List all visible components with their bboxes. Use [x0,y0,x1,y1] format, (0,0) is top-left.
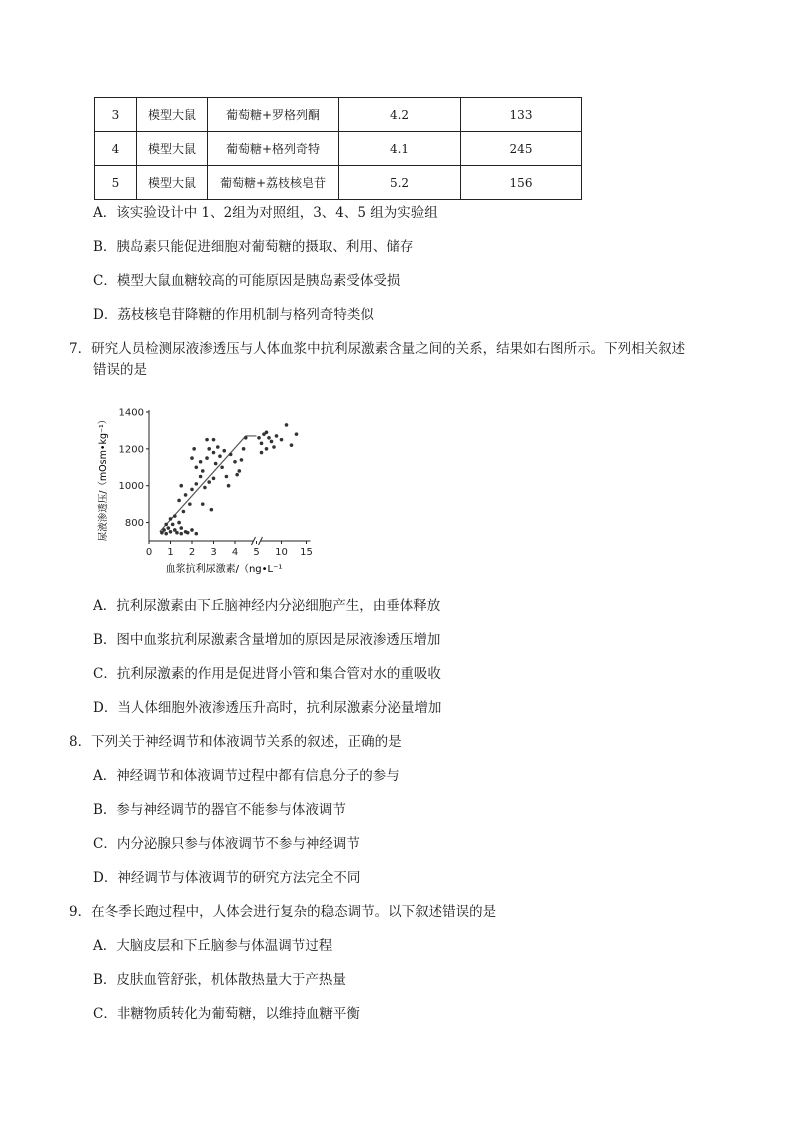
data-point [267,436,271,440]
data-point [233,460,237,464]
q8-option-a: A．神经调节和体液调节过程中都有信息分子的参与 [93,768,400,784]
data-point [164,523,168,527]
y-axis-label: 尿液渗透压/（mOsm•kg⁻¹） [98,414,109,542]
table-row [95,166,582,200]
y-tick-label: 1400 [118,407,144,419]
q9-option-c: C．非糖物质转化为葡萄糖，以维持血糖平衡 [93,1006,360,1022]
data-point [265,447,269,451]
data-point [225,475,229,479]
data-point [295,432,299,436]
data-point [270,440,274,444]
table-cell: 模型大鼠 [137,132,208,166]
data-point [285,423,289,427]
table-cell: 3 [95,98,137,132]
table-cell: 模型大鼠 [137,166,208,200]
x-tick-label: 3 [210,547,217,558]
x-tick-label: 5 [253,547,260,558]
data-point [260,442,264,446]
q6-option-c: C．模型大鼠血糖较高的可能原因是胰岛素受体受损 [93,273,401,289]
x-tick-label: 2 [188,547,196,558]
data-point [179,532,183,536]
data-point [240,458,244,462]
q6-option-b: B．胰岛素只能促进细胞对葡萄糖的摄取、利用、储存 [93,239,414,255]
data-point [164,532,168,536]
data-point [190,528,194,532]
data-point [257,436,261,440]
data-point [175,531,179,535]
q7-option-d: D．当人体细胞外液渗透压升高时，抗利尿激素分泌量增加 [93,700,442,716]
x-tick-label: 1 [167,547,174,558]
q9-option-b: B．皮肤血管舒张，机体散热量大于产热量 [93,972,346,988]
scatter-chart [92,400,322,580]
data-point [190,488,194,492]
q9-option-a: A．大脑皮层和下丘脑参与体温调节过程 [93,938,333,954]
data-point [260,451,264,455]
data-point [184,493,188,497]
data-point [218,454,222,458]
data-point [177,521,181,525]
data-point [210,508,214,512]
table-cell: 模型大鼠 [137,98,208,132]
data-point [199,475,203,479]
data-point [235,473,239,477]
data-point [280,438,284,442]
y-tick-label: 800 [124,518,144,530]
table-row [95,98,582,132]
data-point [169,530,173,534]
data-point [171,523,175,527]
data-point [203,486,207,490]
x-tick-label: 10 [275,547,288,558]
data-point [169,517,173,521]
data-point [222,449,226,453]
data-point [201,502,205,506]
data-point [179,526,183,530]
table-cell: 4 [95,132,137,166]
data-point [182,510,186,514]
table-row [95,132,582,166]
data-point [201,469,205,473]
q8-option-d: D．神经调节与体液调节的研究方法完全不同 [93,870,361,886]
data-point [195,465,199,469]
q7-option-c: C．抗利尿激素的作用是促进肾小管和集合管对水的重吸收 [93,666,441,682]
q7-stem: 7．研究人员检测尿液渗透压与人体血浆中抗利尿激素含量之间的关系，结果如右图所示。下列相关叙述 [69,341,686,357]
table-cell: 5.2 [339,166,461,200]
data-point [229,453,233,457]
data-point [220,465,224,469]
data-point [290,443,294,447]
data-point [177,499,181,503]
data-point [186,531,190,535]
data-point [212,451,216,455]
data-point [205,438,209,442]
data-point [205,456,209,460]
table-cell: 葡萄糖+荔枝核皂苷 [208,166,339,200]
data-point [242,447,246,451]
data-point [214,462,218,466]
data-point [192,447,196,451]
x-axis-label: 血浆抗利尿激素/（ng•L⁻¹ [165,564,283,575]
data-point [265,430,269,434]
data-point [207,447,211,451]
x-tick-label: 15 [300,547,313,558]
data-point [188,502,192,506]
data-point [216,445,220,449]
table-cell: 156 [461,166,582,200]
data-point [179,484,183,488]
data-point [244,436,248,440]
data-point [162,528,166,532]
y-tick-label: 1000 [118,481,144,493]
table-cell: 葡萄糖+格列奇特 [208,132,339,166]
q6-option-a: A．该实验设计中 1、2组为对照组，3、4、5 组为实验组 [93,205,438,221]
table-cell: 葡萄糖+罗格列酮 [208,98,339,132]
data-point [212,438,216,442]
data-point [227,484,231,488]
y-tick-label: 1200 [118,444,144,456]
q7-option-a: A．抗利尿激素由下丘脑神经内分泌细胞产生，由垂体释放 [93,598,441,614]
data-point [272,445,276,449]
data-point [195,532,199,536]
data-point [207,480,211,484]
q7-option-b: B．图中血浆抗利尿激素含量增加的原因是尿液渗透压增加 [93,632,441,648]
data-point [199,460,203,464]
x-tick-label: 4 [231,547,239,558]
table-cell: 245 [461,132,582,166]
data-point [190,456,194,460]
table-cell: 133 [461,98,582,132]
q6-option-d: D．荔枝核皂苷降糖的作用机制与格列奇特类似 [93,307,374,323]
data-point [167,526,171,530]
table-cell: 4.2 [339,98,461,132]
x-tick-label: 0 [145,547,153,558]
q8-option-b: B．参与神经调节的器官不能参与体液调节 [93,802,346,818]
table-cell: 5 [95,166,137,200]
data-point [173,514,177,518]
q9-stem: 9．在冬季长跑过程中，人体会进行复杂的稳态调节。以下叙述错误的是 [69,904,497,920]
experiment-results-table [94,97,582,200]
data-point [212,477,216,481]
q8-stem: 8．下列关于神经调节和体液调节关系的叙述，正确的是 [69,734,402,750]
q7-stem-continued: 错误的是 [93,362,147,378]
data-point [275,434,279,438]
table-cell: 4.1 [339,132,461,166]
data-point [195,482,199,486]
data-point [238,469,242,473]
q8-option-c: C．内分泌腺只参与体液调节不参与神经调节 [93,836,360,852]
